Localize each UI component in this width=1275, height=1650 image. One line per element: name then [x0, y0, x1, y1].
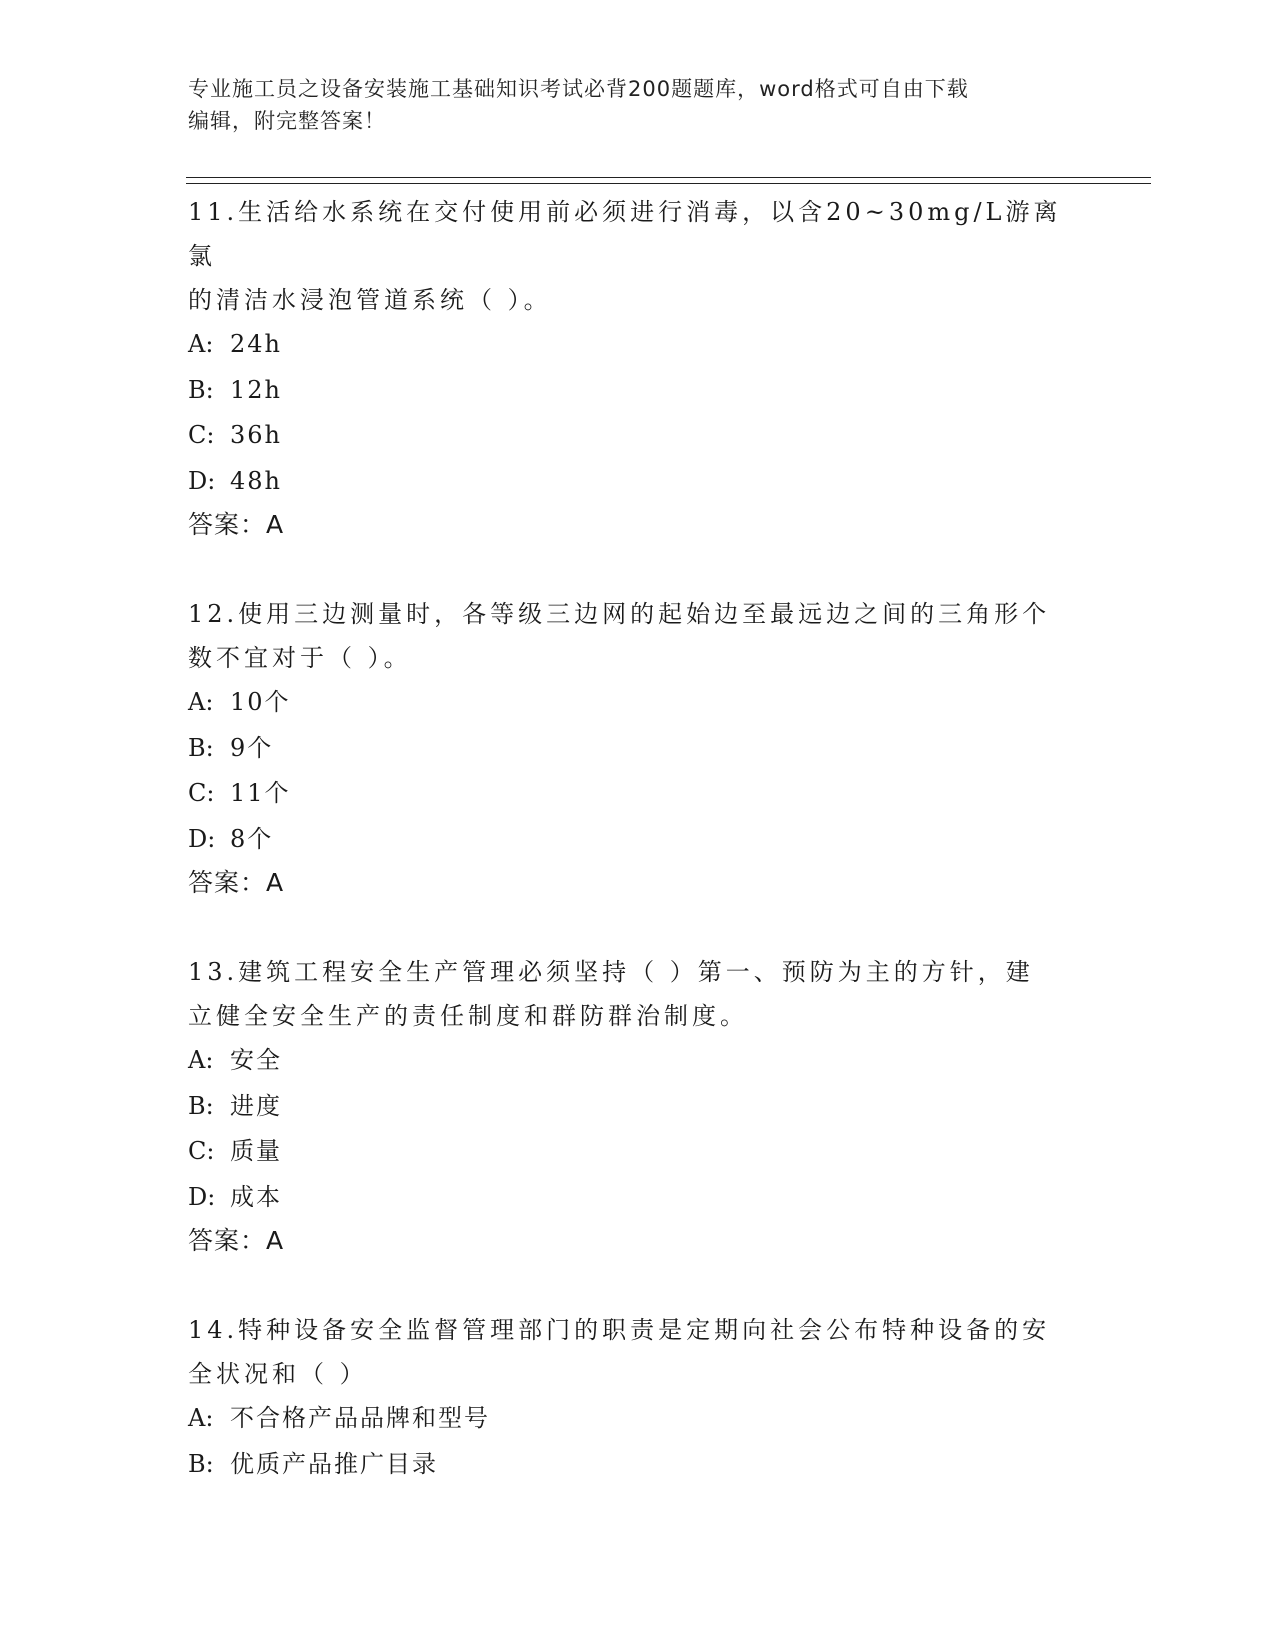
- option-d: [188, 817, 1088, 863]
- header-line-1: 专业施工员之设备安装施工基础知识考试必背200题题库，word格式可自由下载: [188, 77, 969, 101]
- option-c: [188, 1129, 1088, 1175]
- question-13: [188, 948, 1088, 1262]
- option-text: 8个: [230, 824, 274, 853]
- option-c: [188, 413, 1088, 459]
- question-stem: [188, 188, 1088, 322]
- option-text: 进度: [230, 1091, 282, 1120]
- answer-line: 答案：A: [188, 510, 285, 539]
- option-text: 质量: [230, 1137, 282, 1165]
- option-c: [188, 771, 1088, 817]
- question-11: [188, 188, 1088, 546]
- option-b: [188, 1442, 1088, 1488]
- option-letter: C:: [188, 1137, 215, 1165]
- option-a: [188, 1396, 1088, 1442]
- question-14: [188, 1306, 1088, 1487]
- header-line-2: 编辑，附完整答案！: [188, 109, 386, 133]
- option-b: [188, 368, 1088, 414]
- option-text: 12h: [230, 375, 282, 404]
- option-a: [188, 680, 1088, 726]
- question-stem-line-1: 13.建筑工程安全生产管理必须坚持（ ）第一、预防为主的方针，建: [188, 958, 1034, 986]
- option-text: 48h: [230, 466, 282, 495]
- option-b: [188, 726, 1088, 772]
- option-text: 成本: [230, 1182, 282, 1211]
- option-letter: A:: [188, 688, 214, 716]
- question-list: [188, 188, 1088, 1487]
- option-text: 不合格产品品牌和型号: [230, 1404, 490, 1432]
- question-spacer: [188, 546, 1088, 590]
- option-letter: B:: [188, 375, 214, 404]
- option-letter: B:: [188, 1449, 214, 1478]
- option-a: [188, 1038, 1088, 1084]
- question-stem-line-2: 全状况和（ ）: [188, 1360, 368, 1388]
- option-letter: C:: [188, 421, 215, 449]
- header-divider-top: [186, 177, 1151, 178]
- question-spacer: [188, 1262, 1088, 1306]
- question-12: [188, 590, 1088, 904]
- question-stem: [188, 948, 1088, 1038]
- option-letter: C:: [188, 779, 215, 807]
- option-text: 11个: [230, 779, 291, 807]
- option-letter: B:: [188, 733, 214, 762]
- question-stem-line-2: 立健全安全生产的责任制度和群防群治制度。: [188, 1002, 748, 1030]
- question-stem-line-1: 14.特种设备安全监督管理部门的职责是定期向社会公布特种设备的安: [188, 1316, 1051, 1344]
- question-stem-line-1: 11.生活给水系统在交付使用前必须进行消毒，以含20~30mg/L游离氯: [188, 198, 1062, 270]
- option-letter: D:: [188, 824, 216, 853]
- option-d: [188, 459, 1088, 505]
- option-letter: A:: [188, 1046, 214, 1074]
- option-d: [188, 1175, 1088, 1221]
- option-letter: D:: [188, 1182, 216, 1211]
- question-stem-line-1: 12.使用三边测量时，各等级三边网的起始边至最远边之间的三角形个: [188, 600, 1051, 628]
- question-stem: [188, 1306, 1088, 1396]
- option-text: 10个: [230, 688, 291, 716]
- option-letter: D:: [188, 466, 216, 495]
- option-letter: A:: [188, 330, 214, 358]
- question-stem-line-2: 的清洁水浸泡管道系统（ ）。: [188, 286, 552, 314]
- answer-line: 答案：A: [188, 1226, 285, 1255]
- option-text: 36h: [230, 421, 282, 449]
- option-b: [188, 1084, 1088, 1130]
- question-stem: [188, 590, 1088, 680]
- question-stem-line-2: 数不宜对于（ ）。: [188, 644, 412, 672]
- option-text: 安全: [230, 1046, 282, 1074]
- option-letter: B:: [188, 1091, 214, 1120]
- option-a: [188, 322, 1088, 368]
- document-header: [188, 73, 1088, 137]
- answer-line: 答案：A: [188, 868, 285, 897]
- option-letter: A:: [188, 1404, 214, 1432]
- option-text: 9个: [230, 733, 274, 762]
- option-text: 24h: [230, 330, 282, 358]
- option-text: 优质产品推广目录: [230, 1449, 438, 1478]
- question-spacer: [188, 904, 1088, 948]
- header-divider-bottom: [186, 183, 1151, 184]
